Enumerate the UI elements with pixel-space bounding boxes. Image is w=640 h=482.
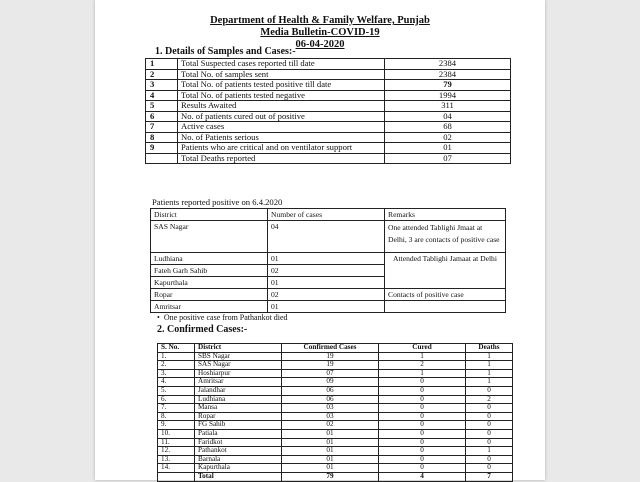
table-row	[158, 361, 513, 370]
cured-cell: 0	[379, 464, 466, 473]
confirmed-cell: 01	[282, 464, 379, 473]
cured-cell: 0	[379, 421, 466, 430]
row-value: 01	[385, 143, 511, 154]
sno-cell: 3.	[158, 369, 195, 378]
remarks-cell: One attended Tablighi Jmaat at Delhi, 3 are contacts of positive case	[385, 221, 506, 253]
cases-cell: 02	[268, 265, 385, 277]
table-row	[146, 111, 511, 122]
table-row	[146, 101, 511, 112]
row-value: 02	[385, 132, 511, 143]
table-row	[151, 221, 506, 253]
cured-cell: 0	[379, 378, 466, 387]
sno-cell: 14.	[158, 464, 195, 473]
total-deaths: 7	[466, 472, 513, 481]
district-cell: Fateh Garh Sahib	[151, 265, 268, 277]
row-label: Total Suspected cases reported till date	[178, 59, 385, 70]
cured-cell: 1	[379, 369, 466, 378]
total-label: Total	[195, 472, 282, 481]
confirmed-cell: 01	[282, 447, 379, 456]
table-row	[146, 90, 511, 101]
table-row	[158, 404, 513, 413]
header-confirmed: Confirmed Cases	[282, 344, 379, 353]
header-cured: Cured	[379, 344, 466, 353]
district-cell: Kapurthala	[151, 277, 268, 289]
row-value: 2384	[385, 69, 511, 80]
cases-cell: 04	[268, 221, 385, 253]
row-value: 07	[385, 153, 511, 164]
row-number: 8	[146, 132, 178, 143]
deaths-cell: 0	[466, 412, 513, 421]
deaths-cell: 1	[466, 447, 513, 456]
confirmed-cell: 06	[282, 395, 379, 404]
bullet-note	[157, 313, 288, 322]
confirmed-cell: 06	[282, 386, 379, 395]
deaths-cell: 1	[466, 378, 513, 387]
row-number: 9	[146, 143, 178, 154]
table-row	[146, 80, 511, 91]
positive-cases-table	[150, 208, 506, 313]
district-cell: FG Sahib	[195, 421, 282, 430]
cured-cell: 0	[379, 438, 466, 447]
total-confirmed: 79	[282, 472, 379, 481]
confirmed-cell: 01	[282, 429, 379, 438]
district-cell: Ropar	[195, 412, 282, 421]
row-number: 3	[146, 80, 178, 91]
deaths-cell: 0	[466, 464, 513, 473]
cured-cell: 0	[379, 447, 466, 456]
district-cell: Ropar	[151, 289, 268, 301]
table-row	[146, 143, 511, 154]
details-table	[145, 58, 511, 164]
deaths-cell: 2	[466, 395, 513, 404]
sno-cell: 12.	[158, 447, 195, 456]
cured-cell: 2	[379, 361, 466, 370]
cured-cell: 1	[379, 352, 466, 361]
table-row	[146, 132, 511, 143]
table-row	[151, 301, 506, 313]
deaths-cell: 1	[466, 352, 513, 361]
table-row	[158, 429, 513, 438]
header-deaths: Deaths	[466, 344, 513, 353]
district-cell: SAS Nagar	[151, 221, 268, 253]
row-label: Total No. of patients tested negative	[178, 90, 385, 101]
confirmed-cell: 01	[282, 438, 379, 447]
confirmed-cell: 03	[282, 412, 379, 421]
table-row	[146, 69, 511, 80]
row-label: Total Deaths reported	[178, 153, 385, 164]
table-row	[151, 253, 506, 265]
cases-cell: 02	[268, 289, 385, 301]
district-cell: Mansa	[195, 404, 282, 413]
sno-cell: 8.	[158, 412, 195, 421]
bulletin-date: 06-04-2020	[295, 39, 345, 50]
header-district: District	[151, 209, 268, 221]
sno-cell: 6.	[158, 395, 195, 404]
row-number: 7	[146, 122, 178, 133]
confirmed-cell: 19	[282, 361, 379, 370]
row-label: Active cases	[178, 122, 385, 133]
bulletin-title: Media Bulletin-COVID-19	[260, 27, 380, 38]
district-cell: Ludhiana	[195, 395, 282, 404]
deaths-cell: 0	[466, 438, 513, 447]
sno-cell: 5.	[158, 386, 195, 395]
table-row	[146, 122, 511, 133]
sno-cell: 2.	[158, 361, 195, 370]
confirmed-table-header	[158, 344, 513, 353]
sno-cell: 11.	[158, 438, 195, 447]
table-row	[158, 447, 513, 456]
row-label: Results Awaited	[178, 101, 385, 112]
confirmed-cell: 01	[282, 455, 379, 464]
row-number: 1	[146, 59, 178, 70]
district-cell: Faridkot	[195, 438, 282, 447]
deaths-cell: 0	[466, 404, 513, 413]
deaths-cell: 0	[466, 386, 513, 395]
row-label: Total No. of patients tested positive till date	[178, 80, 385, 91]
cases-cell: 01	[268, 301, 385, 313]
district-cell: SAS Nagar	[195, 361, 282, 370]
cured-cell: 0	[379, 429, 466, 438]
table-row	[158, 386, 513, 395]
district-cell: Patiala	[195, 429, 282, 438]
remarks-cell	[385, 301, 506, 313]
row-value: 04	[385, 111, 511, 122]
district-cell: Amritsar	[151, 301, 268, 313]
bulletin-page	[95, 0, 545, 480]
table-row	[146, 59, 511, 70]
district-cell: Jalandhar	[195, 386, 282, 395]
row-label: Patients who are critical and on ventilator support	[178, 143, 385, 154]
sno-cell: 4.	[158, 378, 195, 387]
deaths-cell: 0	[466, 421, 513, 430]
row-label: No. of Patients serious	[178, 132, 385, 143]
sno-cell: 10.	[158, 429, 195, 438]
confirmed-cell: 07	[282, 369, 379, 378]
confirmed-cases-table	[157, 343, 513, 482]
row-label: No. of patients cured out of positive	[178, 111, 385, 122]
total-cured: 4	[379, 472, 466, 481]
row-number: 4	[146, 90, 178, 101]
table-row	[146, 153, 511, 164]
district-cell: Ludhiana	[151, 253, 268, 265]
confirmed-cell: 09	[282, 378, 379, 387]
row-number	[146, 153, 178, 164]
district-cell: Kapurthala	[195, 464, 282, 473]
sno-cell: 7.	[158, 404, 195, 413]
district-cell: Hoshiarpur	[195, 369, 282, 378]
department-title: Department of Health & Family Welfare, Punjab	[210, 15, 430, 26]
row-value: 311	[385, 101, 511, 112]
confirmed-cell: 19	[282, 352, 379, 361]
remarks-cell: Contacts of positive case	[385, 289, 506, 301]
deaths-cell: 1	[466, 369, 513, 378]
row-label: Total No. of samples sent	[178, 69, 385, 80]
row-number: 5	[146, 101, 178, 112]
cured-cell: 0	[379, 455, 466, 464]
cured-cell: 0	[379, 395, 466, 404]
row-value: 2384	[385, 59, 511, 70]
header-cases: Number of cases	[268, 209, 385, 221]
sno-cell: 1.	[158, 352, 195, 361]
district-cell: SBS Nagar	[195, 352, 282, 361]
bullet-icon: •	[157, 313, 164, 322]
confirmed-cell: 03	[282, 404, 379, 413]
cured-cell: 0	[379, 386, 466, 395]
row-number: 2	[146, 69, 178, 80]
bullet-note-text: One positive case from Pathankot died	[163, 313, 288, 322]
cured-cell: 0	[379, 412, 466, 421]
cases-cell: 01	[268, 253, 385, 265]
row-value: 1994	[385, 90, 511, 101]
deaths-cell: 0	[466, 429, 513, 438]
district-cell: Amritsar	[195, 378, 282, 387]
deaths-cell: 1	[466, 361, 513, 370]
positive-table-header	[151, 209, 506, 221]
sno-cell: 13.	[158, 455, 195, 464]
section2-title: 2. Confirmed Cases:-	[157, 324, 248, 335]
cured-cell: 0	[379, 404, 466, 413]
cases-cell: 01	[268, 277, 385, 289]
header-remarks: Remarks	[385, 209, 506, 221]
row-value: 68	[385, 122, 511, 133]
district-cell: Barnala	[195, 455, 282, 464]
remarks-cell: Attended Tablighi Jamaat at Delhi	[385, 253, 506, 289]
deaths-cell: 0	[466, 455, 513, 464]
table-row	[151, 289, 506, 301]
row-number: 6	[146, 111, 178, 122]
positive-note: Patients reported positive on 6.4.2020	[152, 197, 283, 207]
header-district: District	[195, 344, 282, 353]
sno-cell: 9.	[158, 421, 195, 430]
section1-title: 1. Details of Samples and Cases:-	[155, 46, 296, 57]
header-sno: S. No.	[158, 344, 195, 353]
row-value: 79	[385, 80, 511, 91]
confirmed-cell: 02	[282, 421, 379, 430]
district-cell: Pathankot	[195, 447, 282, 456]
